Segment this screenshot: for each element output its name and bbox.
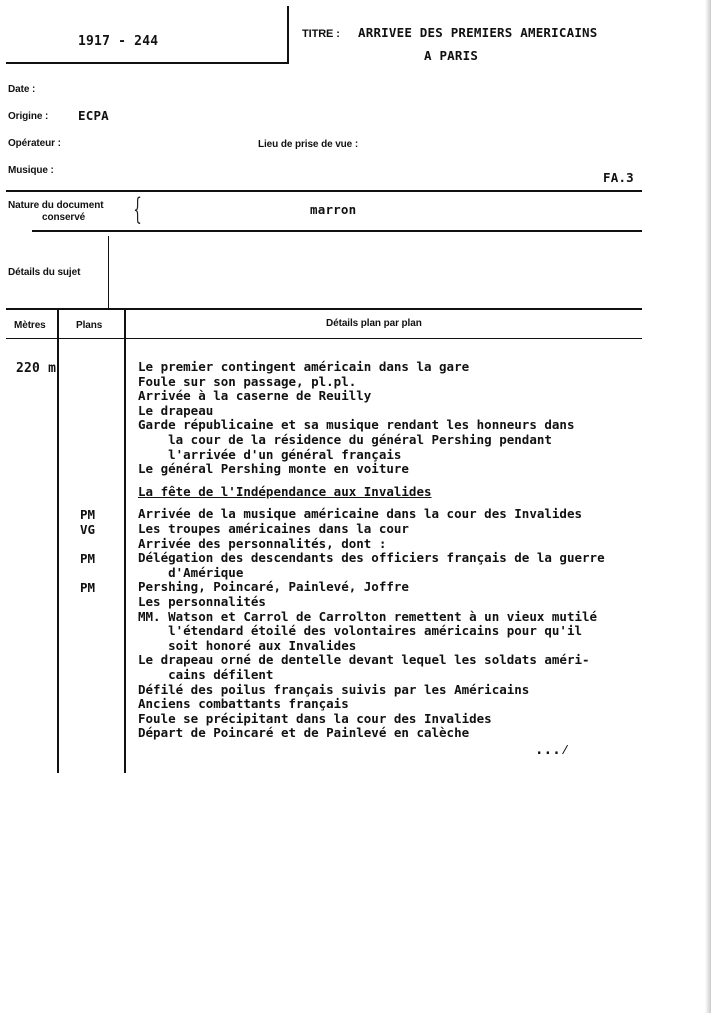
shot-plan-code: PM	[80, 551, 96, 567]
shot-plan-code: PM	[80, 507, 96, 523]
shot-description: Les troupes américaines dans la cour	[138, 521, 409, 536]
shot-description: la cour de la résidence du général Pershing pendant	[138, 432, 552, 447]
shot-description: Le premier contingent américain dans la gare	[138, 359, 470, 374]
shot-description: Délégation des descendants des officiers français de la guerre	[138, 550, 605, 566]
shot-description: Défilé des poilus français suivis par les Américains	[138, 681, 530, 697]
shot-description: Anciens combattants français	[138, 696, 349, 712]
shot-description: Les personnalités	[138, 594, 266, 609]
shot-description: Foule sur son passage, pl.pl.	[138, 373, 357, 389]
table-top-rule	[6, 308, 642, 310]
shot-description: MM. Watson et Carrol de Carrolton remettent à un vieux mutilé	[138, 608, 598, 624]
shot-description: l'arrivée d'un général français	[138, 446, 402, 462]
operateur-label: Opérateur :	[8, 138, 61, 149]
title-line-2: A PARIS	[424, 48, 479, 63]
section-heading: La fête de l'Indépendance aux Invalides	[138, 483, 432, 499]
header-vertical-rule	[287, 6, 289, 62]
shot-description: Le drapeau	[138, 402, 214, 418]
shot-plan-code: PM	[80, 580, 96, 596]
shot-description: l'étendard étoilé des volontaires américains pour qu'il	[138, 623, 583, 639]
shot-description: d'Amérique	[138, 564, 244, 580]
shot-description: Pershing, Poincaré, Painlevé, Joffre	[138, 579, 409, 595]
shot-description: Arrivée de la musique américaine dans la cour des Invalides	[138, 506, 583, 522]
continuation-mark: ...⁄	[535, 742, 570, 758]
header-plans: Plans	[76, 320, 103, 331]
origine-value: ECPA	[78, 108, 109, 123]
nature-value: marron	[310, 202, 357, 217]
shot-description: Foule se précipitant dans la cour des Invalides	[138, 710, 492, 726]
reference-number: 1917 - 244	[78, 34, 159, 49]
metres-column-rule	[57, 309, 59, 773]
origine-label: Origine :	[8, 111, 49, 122]
lieu-label: Lieu de prise de vue :	[258, 139, 359, 150]
nature-label-line-1: Nature du document	[8, 200, 104, 211]
table-header-rule	[6, 338, 642, 339]
fa-code: FA.3	[603, 170, 634, 185]
plans-column-rule	[124, 309, 126, 773]
nature-label-line-2: conservé	[42, 212, 86, 223]
shot-plan-code: VG	[80, 522, 96, 537]
fields-divider-middle	[32, 230, 642, 232]
fields-divider-top	[6, 190, 642, 192]
metres-value: 220 m	[16, 361, 57, 376]
shot-description: Arrivée des personnalités, dont :	[138, 535, 387, 551]
header-metres: Mètres	[14, 320, 46, 331]
shot-description: Départ de Poincaré et de Painlevé en calèche	[138, 725, 470, 741]
musique-label: Musique :	[8, 165, 54, 176]
nature-brace: {	[133, 192, 142, 227]
shot-description: Le drapeau orné de dentelle devant lequel les soldats améri-	[138, 652, 590, 668]
page-edge-shadow	[705, 0, 711, 1013]
shot-description: Arrivée à la caserne de Reuilly	[138, 388, 372, 404]
details-sujet-brace-line	[108, 236, 109, 308]
shot-description: soit honoré aux Invalides	[138, 637, 357, 653]
title-line-1: ARRIVEE DES PREMIERS AMERICAINS	[358, 25, 598, 40]
shot-description: Le général Pershing monte en voiture	[138, 461, 409, 477]
shot-description: Garde républicaine et sa musique rendant les honneurs dans	[138, 417, 575, 433]
date-label: Date :	[8, 84, 36, 95]
header-bottom-rule	[6, 62, 289, 64]
details-sujet-label: Détails du sujet	[8, 267, 81, 278]
header-details: Détails plan par plan	[326, 318, 422, 329]
title-label: TITRE :	[302, 28, 340, 40]
shot-description: cains défilent	[138, 667, 274, 682]
